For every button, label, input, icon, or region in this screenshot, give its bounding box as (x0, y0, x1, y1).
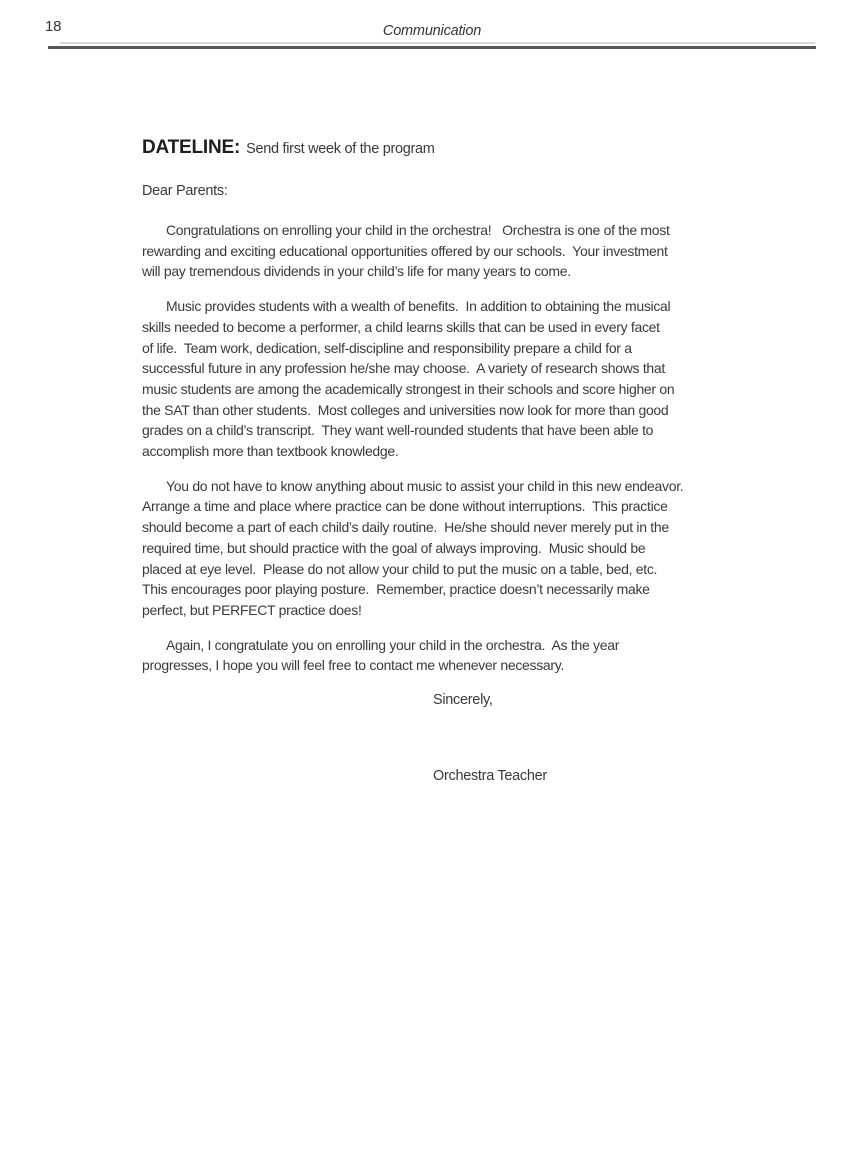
paragraph-line: rewarding and exciting educational opportunities offered by our schools. Your investment (142, 242, 668, 259)
paragraph-line: placed at eye level. Please do not allow your child to put the music on a table, bed, etc. (142, 560, 658, 577)
paragraph (142, 296, 732, 462)
paragraph-line: Congratulations on enrolling your child in the orchestra! Orchestra is one of the most (166, 222, 670, 238)
paragraph-line: music students are among the academically strongest in their schools and score higher on (142, 380, 675, 397)
paragraph-line: the SAT than other students. Most colleges and universities now look for more than good (142, 401, 669, 418)
paragraph-line: Again, I congratulate you on enrolling your child in the orchestra. As the year (166, 636, 620, 653)
signature-name: Orchestra Teacher (433, 768, 547, 784)
header-rule (48, 46, 816, 49)
paragraph-line: of life. Team work, dedication, self-discipline and responsibility prepare a child for a (142, 339, 632, 356)
paragraph-line: Music provides students with a wealth of benefits. In addition to obtaining the musical (166, 298, 671, 315)
dateline-label: DATELINE: (142, 137, 241, 158)
paragraph (142, 476, 732, 621)
running-header-title: Communication (382, 23, 482, 39)
letter-paragraphs (142, 220, 732, 690)
paragraph-line: skills needed to become a performer, a child learns skills that can be used in every facet (142, 318, 660, 335)
paragraph-line: Arrange a time and place where practice can be done without interruptions. This practice (142, 498, 668, 515)
paragraph-line: progresses, I hope you will feel free to contact me whenever necessary. (142, 657, 564, 674)
salutation: Dear Parents: (142, 183, 228, 199)
dateline (142, 137, 435, 159)
header-rule-light (60, 42, 815, 44)
paragraph-line: grades on a child’s transcript. They want well-rounded students that have been able to (142, 422, 654, 439)
paragraph (142, 220, 732, 282)
page-number: 18 (45, 18, 62, 35)
paragraph-line: perfect, but PERFECT practice does! (142, 601, 362, 618)
closing: Sincerely, (433, 692, 493, 708)
paragraph-line: should become a part of each child’s daily routine. He/she should never merely put in the (142, 519, 669, 536)
paragraph-line: This encourages poor playing posture. Remember, practice doesn’t necessarily make (142, 581, 650, 598)
paragraph-line: successful future in any profession he/she may choose. A variety of research shows that (142, 360, 665, 377)
paragraph-line: accomplish more than textbook knowledge. (142, 443, 399, 460)
paragraph (142, 635, 732, 676)
paragraph-line: will pay tremendous dividends in your child’s life for many years to come. (142, 263, 571, 280)
paragraph-line: required time, but should practice with the goal of always improving. Music should be (142, 539, 646, 556)
paragraph-line: You do not have to know anything about music to assist your child in this new endeavor. (166, 477, 684, 494)
dateline-text: Send first week of the program (246, 141, 435, 157)
